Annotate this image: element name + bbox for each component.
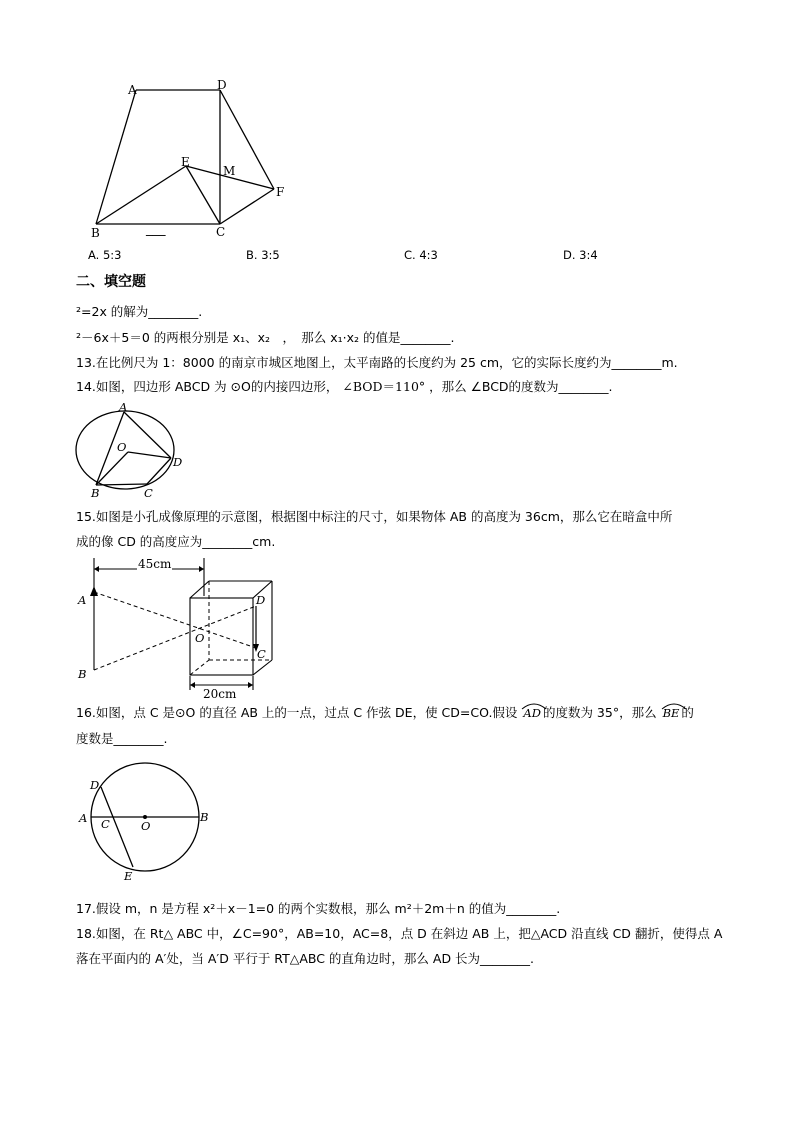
q14-prefix: 14.如图，四边形 ABCD 为 ⊙O的内接四边形， <box>76 379 339 394</box>
fig1-label-B: B <box>91 226 100 240</box>
fig15-top-dim: 45cm <box>138 557 172 571</box>
question-11: ²=2x 的解为________. <box>76 304 203 319</box>
fig1-label-A: A <box>128 83 137 97</box>
fig1-underline: ___ <box>146 222 166 237</box>
fig14-label-A: A <box>119 400 128 414</box>
option-b[interactable]: B. 3:5 <box>246 248 280 262</box>
question-15-line2: 成的像 CD 的高度应为________cm. <box>76 534 276 549</box>
option-a[interactable]: A. 5:3 <box>88 248 122 262</box>
question-18-line2: 落在平面内的 A′处，当 A′D 平行于 RT△ABC 的直角边时，那么 AD 长为________. <box>76 951 535 966</box>
fig16-label-D: D <box>90 778 100 792</box>
question-16-line2: 度数是________. <box>76 731 168 746</box>
option-c[interactable]: C. 4:3 <box>404 248 438 262</box>
fig16-label-B: B <box>200 810 209 824</box>
section-title: 二、填空题 <box>76 274 146 290</box>
q16-text-b: 的度数为 35°，那么 <box>542 705 657 720</box>
question-13: 13.在比例尺为 1：8000 的南京市城区地图上，太平南路的长度约为 25 cm，它的实际长度约为________m. <box>76 355 678 370</box>
fig1-label-C: C <box>216 225 226 239</box>
fig14-label-C: C <box>144 486 153 500</box>
fig16-label-E: E <box>124 869 133 883</box>
q16-text-a: 16.如图，点 C 是⊙O 的直径 AB 上的一点，过点 C 作弦 DE，使 CD=CO.假设 <box>76 705 518 720</box>
fig15-label-O: O <box>195 631 205 645</box>
q16-arc-ad-label: AD <box>523 706 541 720</box>
fig14-label-B: B <box>91 486 100 500</box>
q16-text-c: 的 <box>681 705 694 720</box>
question-17: 17.假设 m，n 是方程 x²＋x－1=0 的两个实数根，那么 m²＋2m＋n 的值为________. <box>76 901 561 916</box>
q14-math: ∠BOD＝110° <box>342 379 426 394</box>
fig16-label-C: C <box>101 817 110 831</box>
fig14-label-O: O <box>117 440 127 454</box>
option-d[interactable]: D. 3:4 <box>563 248 598 262</box>
fig14-label-D: D <box>173 455 183 469</box>
question-12: ²－6x＋5＝0 的两根分别是 x₁、x₂ ， 那么 x₁·x₂ 的值是________. <box>76 330 455 345</box>
q14-suffix: ，那么 ∠BCD的度数为________. <box>429 379 613 394</box>
fig15-label-C: C <box>257 647 266 661</box>
fig1-label-M: M <box>223 164 236 178</box>
fig15-label-B: B <box>78 667 87 681</box>
q16-arc-be-label: BE <box>662 706 680 720</box>
fig16-label-A: A <box>79 811 88 825</box>
fig1-label-E: E <box>181 155 190 169</box>
fig15-bottom-dim: 20cm <box>203 687 237 701</box>
fig15-label-D: D <box>256 593 266 607</box>
fig15-label-A: A <box>78 593 87 607</box>
question-18-line1: 18.如图，在 Rt△ ABC 中，∠C=90°，AB=10，AC=8，点 D 在斜边 AB 上，把△ACD 沿直线 CD 翻折，使得点 A <box>76 926 723 941</box>
fig16-label-O: O <box>141 819 151 833</box>
fig1-label-D: D <box>217 78 227 92</box>
fig1-label-F: F <box>276 185 285 199</box>
question-15-line1: 15.如图是小孔成像原理的示意图，根据图中标注的尺寸，如果物体 AB 的高度为 36cm，那么它在暗盒中所 <box>76 509 673 524</box>
